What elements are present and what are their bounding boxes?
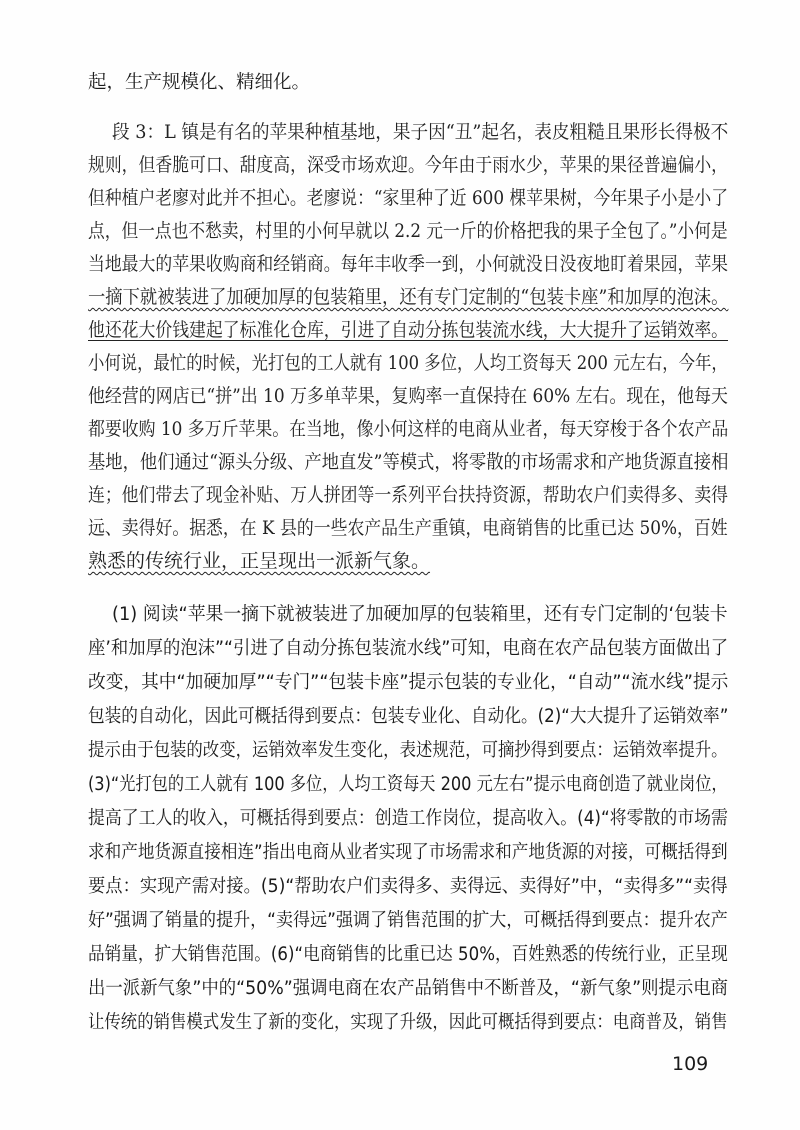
- text-line: 包装的自动化，因此可概括得到要点：包装专业化、自动化。(2)“大大提升了运销效率”: [88, 706, 729, 727]
- text-line: 提示由于包装的改变，运销效率发生变化，表述规范，可摘抄得到要点：运销效率提升。: [88, 740, 728, 761]
- text-line: 连；他们带去了现金补贴、万人拼团等一系列平台扶持资源，帮助农户们卖得多、卖得: [88, 484, 729, 506]
- text-line: 小何说，最忙的时候，光打包的工人就有 100 多位，人均工资每天 200 元左右，今年，: [88, 352, 728, 374]
- page-number: 109: [672, 1053, 709, 1075]
- text-line: 当地最大的苹果收购商和经销商。每年丰收季一到，小何就没日没夜地盯着果园，苹果: [88, 253, 729, 275]
- text-line: 座’和加厚的泡沫”“引进了自动分拣包装流水线”可知，电商在农产品包装方面做出了: [88, 638, 729, 659]
- text-line: 求和产地货源直接相连”指出电商从业者实现了市场需求和产地货源的对接，可概括得到: [88, 842, 728, 863]
- text-line: 基地，他们通过“源头分级、产地直发”等模式，将零散的市场需求和产地货源直接相: [88, 451, 729, 473]
- text-line: 远、卖得好。据悉，在 K 县的一些农产品生产重镇，电商销售的比重已达 50%，百姓: [88, 517, 728, 539]
- text-line: 改变，其中“加硬加厚”“专门”“包装卡座”提示包装的专业化，“自动”“流水线”提示: [88, 672, 729, 693]
- text-line: 但种植户老廖对此并不担心。老廖说：“家里种了近 600 棵苹果树，今年果子小是小了: [88, 187, 729, 209]
- text-line: 他经营的网店已“拼”出 10 万多单苹果，复购率一直保持在 60% 左右。现在，他每天: [88, 385, 728, 407]
- text-line: (1) 阅读“苹果一摘下就被装进了加硬加厚的包装箱里，还有专门定制的‘包装卡: [112, 604, 728, 625]
- text-line: (3)“光打包的工人就有 100 多位，人均工资每天 200 元左右”提示电商创造了就业岗位，: [88, 774, 728, 795]
- text-line: 都要收购 10 多万斤苹果。在当地，像小何这样的电商从业者，每天穿梭于各个农产品: [88, 418, 729, 440]
- text-line: 起，生产规模化、精细化。: [88, 72, 311, 93]
- text-line: 段 3：L 镇是有名的苹果种植基地，果子因“丑”起名，表皮粗糙且果形长得极不: [112, 121, 729, 143]
- text-line: 要点：实现产需对接。(5)“帮助农户们卖得多、卖得远、卖得好”中，“卖得多”“卖得: [88, 876, 728, 897]
- text-line: 好”强调了销量的提升，“卖得远”强调了销售范围的扩大，可概括得到要点：提升农产: [88, 910, 728, 931]
- text-line: 品销量，扩大销售范围。(6)“电商销售的比重已达 50%，百姓熟悉的传统行业，正呈现: [88, 944, 728, 965]
- text-line-underlined: 一摘下就被装进了加硬加厚的包装箱里，还有专门定制的“包装卡座”和加厚的泡沫。: [88, 286, 729, 308]
- text-line: 让传统的销售模式发生了新的变化，实现了升级，因此可概括得到要点：电商普及，销售: [88, 1012, 728, 1033]
- text-line: 出一派新气象”中的“50%”强调电商在农产品销售中不断普及，“新气象”则提示电商: [88, 978, 729, 999]
- text-line: 点，但一点也不愁卖，村里的小何早就以 2.2 元一斤的价格把我的果子全包了。”小何是: [88, 220, 728, 242]
- text-line-underlined: 他还花大价钱建起了标准化仓库，引进了自动分拣包装流水线，大大提升了运销效率。: [88, 319, 729, 341]
- text-line-underlined: 熟悉的传统行业，正呈现出一派新气象。: [88, 550, 431, 572]
- text-line: 提高了工人的收入，可概括得到要点：创造工作岗位，提高收入。(4)“将零散的市场需: [88, 808, 728, 829]
- text-line: 规则，但香脆可口、甜度高，深受市场欢迎。今年由于雨水少，苹果的果径普遍偏小，: [88, 154, 729, 176]
